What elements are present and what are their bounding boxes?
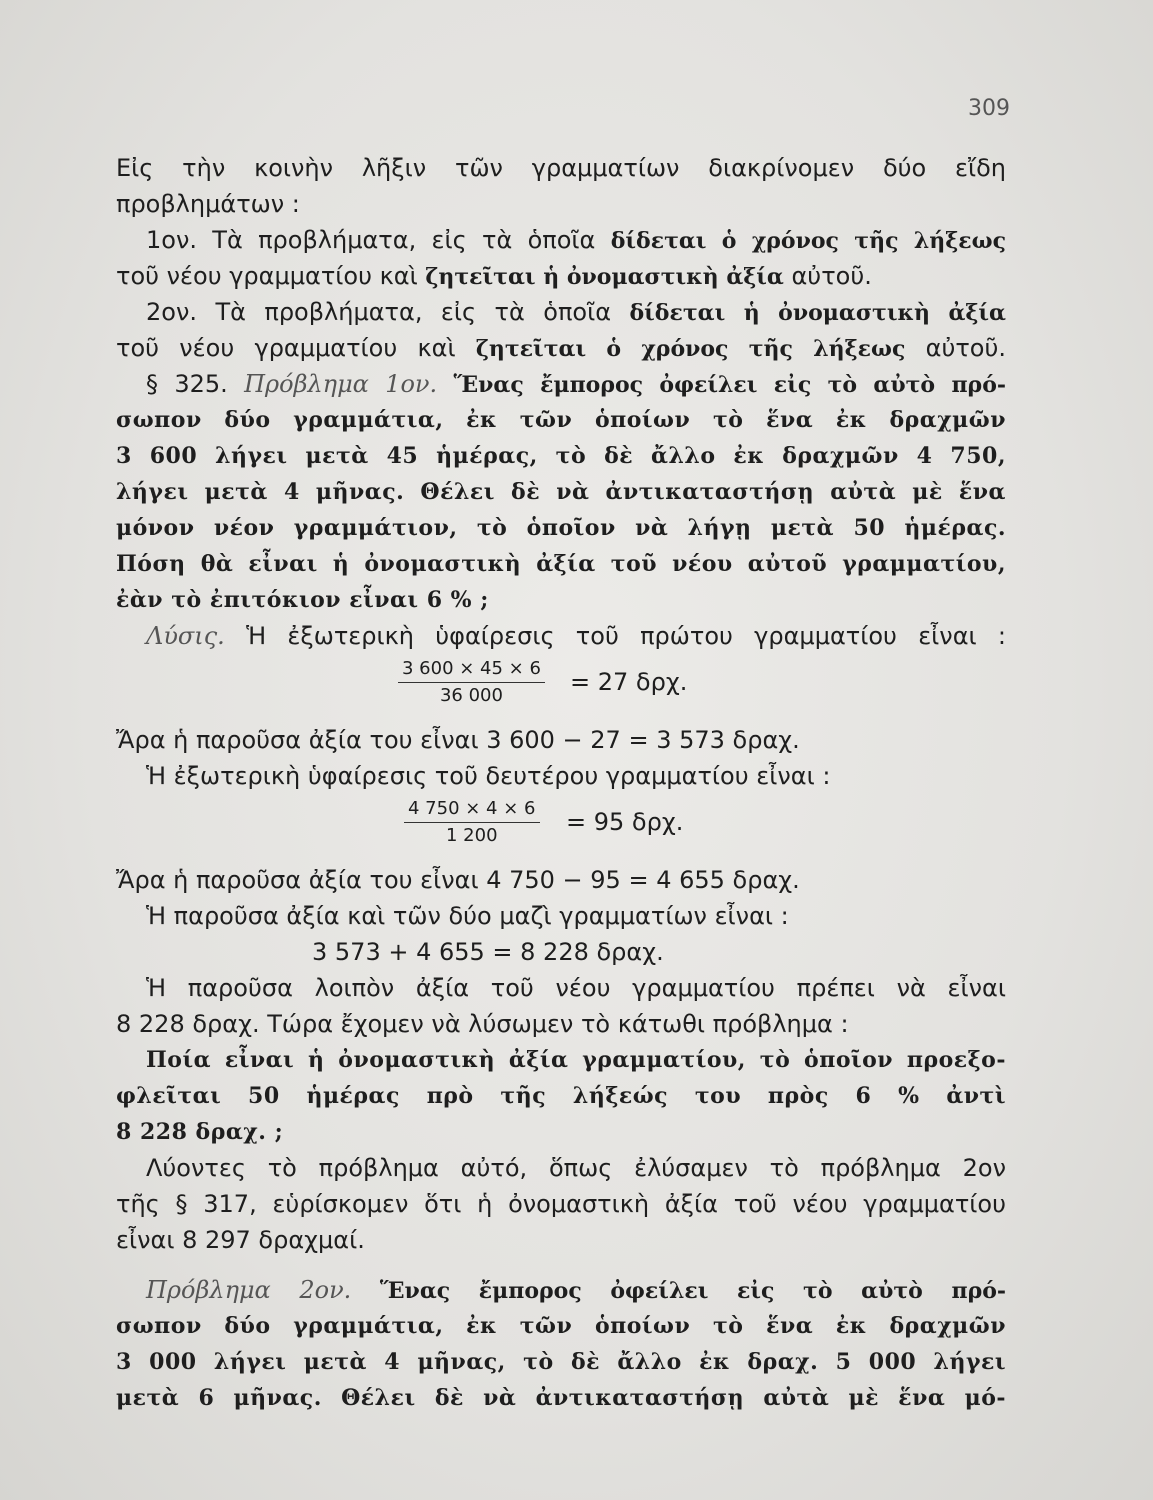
- fraction-line-2: [116, 794, 1006, 862]
- text-line: Λύοντες τὸ πρόβλημα αὐτό, ὅπως ἐλύσαμεν τὸ πρόβλημα 2ον: [146, 1154, 1006, 1182]
- fraction-numerator: 4 750 × 4 × 6: [404, 796, 540, 823]
- text-line: λήγει μετὰ 4 μῆνας. Θέλει δὲ νὰ ἀντικαταστήσῃ αὐτὰ μὲ ἕνα: [116, 479, 1006, 505]
- text-line: σωπον δύο γραμμάτια, ἐκ τῶν ὁποίων τὸ ἕνα ἐκ δραχμῶν: [116, 407, 1006, 433]
- page-text: [116, 150, 1006, 1416]
- fraction-numerator: 3 600 × 45 × 6: [398, 656, 545, 683]
- text-line: Ἄρα ἡ παροῦσα ἀξία του εἶναι 3 600 − 27 = 3 573 δραχ.: [116, 726, 800, 754]
- fraction-denominator: 1 200: [445, 825, 498, 846]
- text-line: Ἡ παροῦσα ἀξία καὶ τῶν δύο μαζὶ γραμματίων εἶναι :: [146, 902, 789, 930]
- equation-line: 3 573 + 4 655 = 8 228 δραχ.: [312, 938, 664, 966]
- text-line: Πόση θὰ εἶναι ἡ ὀνομαστικὴ ἀξία τοῦ νέου αὐτοῦ γραμματίου,: [116, 551, 1006, 577]
- text-line: Πρόβλημα 2ον. Ἕνας ἔμπορος ὀφείλει εἰς τὸ αὐτὸ πρό-: [146, 1276, 1006, 1304]
- fraction: [404, 796, 540, 849]
- text-line: 2ον. Τὰ προβλήματα, εἰς τὰ ὁποῖα δίδεται ἡ ὀνομαστικὴ ἀξία: [146, 298, 1006, 326]
- text-line: ἐὰν τὸ ἐπιτόκιον εἶναι 6 % ;: [116, 587, 489, 613]
- text-line: σωπον δύο γραμμάτια, ἐκ τῶν ὁποίων τὸ ἕνα ἐκ δραχμῶν: [116, 1313, 1006, 1339]
- text-line: Ἄρα ἡ παροῦσα ἀξία του εἶναι 4 750 − 95 = 4 655 δραχ.: [116, 866, 800, 894]
- text-line: Ποία εἶναι ἡ ὀνομαστικὴ ἀξία γραμματίου, τὸ ὁποῖον προεξο-: [146, 1047, 1006, 1073]
- fraction-line-1: [116, 654, 1006, 722]
- text-line: τοῦ νέου γραμματίου καὶ ζητεῖται ὁ χρόνος τῆς λήξεως αὐτοῦ.: [116, 334, 1006, 362]
- text-line: Ἡ παροῦσα λοιπὸν ἀξία τοῦ νέου γραμματίου πρέπει νὰ εἶναι: [146, 974, 1006, 1002]
- text-line: 8 228 δραχ. ;: [116, 1119, 284, 1145]
- text-line: φλεῖται 50 ἡμέρας πρὸ τῆς λήξεώς του πρὸς 6 % ἀντὶ: [116, 1083, 1006, 1109]
- text-line: εἶναι 8 297 δραχμαί.: [116, 1226, 365, 1254]
- text-line: προβλημάτων :: [116, 190, 300, 218]
- text-line: Εἰς τὴν κοινὴν λῆξιν τῶν γραμματίων διακρίνομεν δύο εἴδη: [116, 154, 1006, 182]
- page-number: 309: [968, 96, 1010, 121]
- text-line: τοῦ νέου γραμματίου καὶ ζητεῖται ἡ ὀνομαστικὴ ἀξία αὐτοῦ.: [116, 262, 872, 290]
- text-line: μόνον νέον γραμμάτιον, τὸ ὁποῖον νὰ λήγῃ μετὰ 50 ἡμέρας.: [116, 515, 1006, 541]
- text-line: 3 000 λήγει μετὰ 4 μῆνας, τὸ δὲ ἄλλο ἐκ δραχ. 5 000 λήγει: [116, 1349, 1006, 1375]
- text-line: 1ον. Τὰ προβλήματα, εἰς τὰ ὁποῖα δίδεται ὁ χρόνος τῆς λήξεως: [146, 226, 1006, 254]
- fraction-denominator: 36 000: [439, 685, 503, 706]
- fraction: [398, 656, 545, 709]
- text-line: 3 600 λήγει μετὰ 45 ἡμέρας, τὸ δὲ ἄλλο ἐκ δραχμῶν 4 750,: [116, 443, 1006, 469]
- fraction-result: = 27 δρχ.: [570, 668, 688, 696]
- text-line: Λύσις. Ἡ ἐξωτερικὴ ὑφαίρεσις τοῦ πρώτου γραμματίου εἶναι :: [146, 622, 1006, 650]
- text-line: § 325. Πρόβλημα 1ον. Ἕνας ἔμπορος ὀφείλει εἰς τὸ αὐτὸ πρό-: [146, 370, 1006, 398]
- text-line: τῆς § 317, εὑρίσκομεν ὅτι ἡ ὀνομαστικὴ ἀξία τοῦ νέου γραμματίου: [116, 1190, 1006, 1218]
- fraction-result: = 95 δρχ.: [566, 808, 684, 836]
- text-line: Ἡ ἐξωτερικὴ ὑφαίρεσις τοῦ δευτέρου γραμματίου εἶναι :: [146, 762, 831, 790]
- text-line: μετὰ 6 μῆνας. Θέλει δὲ νὰ ἀντικαταστήσῃ αὐτὰ μὲ ἕνα μό-: [116, 1385, 1006, 1411]
- text-line: 8 228 δραχ. Τώρα ἔχομεν νὰ λύσωμεν τὸ κάτωθι πρόβλημα :: [116, 1010, 849, 1038]
